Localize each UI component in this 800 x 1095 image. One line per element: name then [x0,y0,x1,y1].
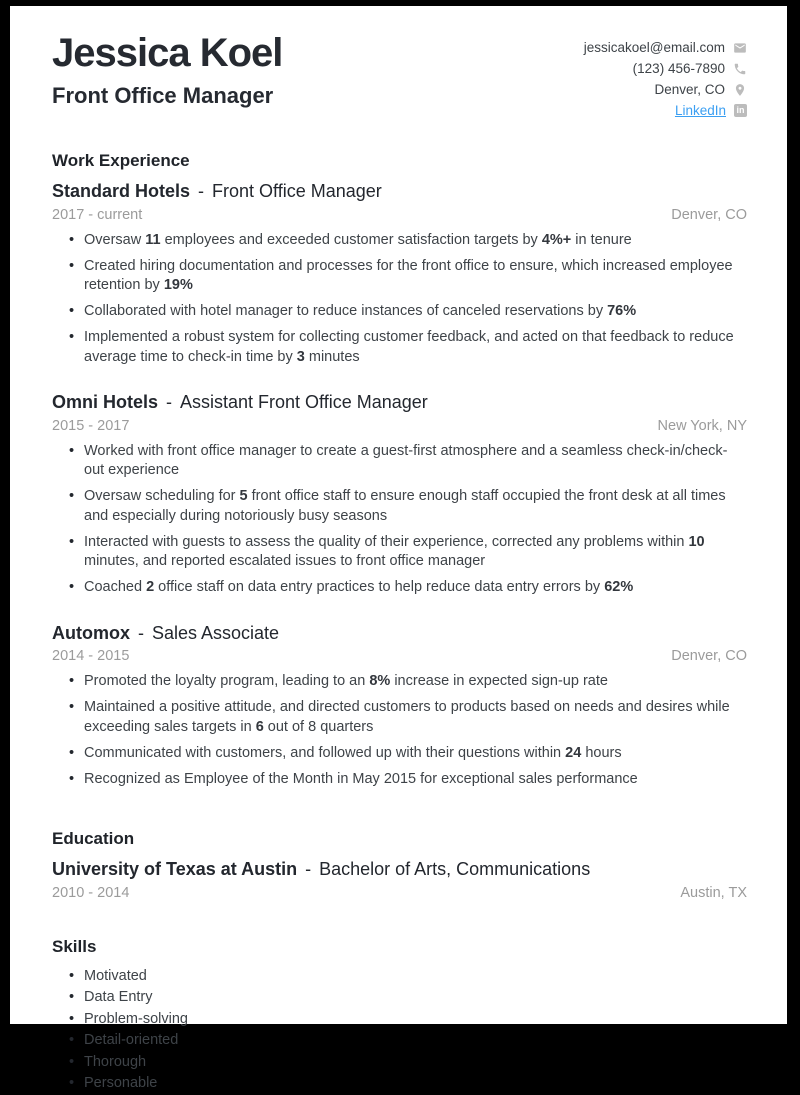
role-name: Front Office Manager [212,181,382,201]
contact-linkedin-row [584,100,747,121]
separator-dash: - [198,181,205,201]
job-location: Denver, CO [671,206,747,223]
phone-icon [733,62,747,76]
work-experience-section [52,151,747,789]
contact-location: Denver, CO [654,82,725,97]
job-location: Denver, CO [671,648,747,664]
separator-dash: - [166,392,173,412]
education-entry [52,858,747,901]
bullet-item: • Oversaw scheduling for 5 front office staff to ensure enough staff occupied the front desk at all times and especially during notoriously busy seasons [84,487,747,526]
education-meta-row [52,885,747,901]
person-name: Jessica Koel [52,31,283,75]
skill-item: • Problem-solving [84,1009,747,1031]
bullet-item: • Oversaw 11 employees and exceeded customer satisfaction targets by 4%+ in tenure [84,231,747,251]
education-title-line [52,858,747,881]
contact-phone: (123) 456-7890 [632,61,725,76]
jobs-container [52,180,747,789]
skill-item: • Data Entry [84,987,747,1009]
location-pin-icon [733,83,747,97]
contact-phone-row [584,58,747,79]
job-title-line [52,180,747,203]
degree-name: Bachelor of Arts, Communications [319,859,591,879]
job-entry [52,180,747,367]
skills-heading: Skills [52,936,97,956]
job-meta-row [52,648,747,664]
resume-content [10,6,787,1095]
bullet-item: • Communicated with customers, and followed up with their questions within 24 hours [84,744,747,764]
bullet-item: • Collaborated with hotel manager to reduce instances of canceled reservations by 76% [84,302,747,322]
person-title: Front Office Manager [52,83,274,108]
education-dates: 2010 - 2014 [52,884,130,901]
job-dates: 2017 - current [52,206,143,223]
bullet-item: • Maintained a positive attitude, and directed customers to products based on needs and desires while exceeding sales targets in 6 out of 8 quarters [84,698,747,737]
job-meta-row [52,418,747,434]
education-location: Austin, TX [680,884,747,901]
job-dates: 2015 - 2017 [52,417,130,434]
separator-dash: - [138,622,144,643]
contact-block [584,32,747,121]
resume-page [10,6,787,1091]
job-location: New York, NY [657,417,747,434]
role-name: Sales Associate [152,622,280,643]
school-name: University of Texas at Austin [52,859,298,879]
job-title-line [52,391,747,414]
separator-dash: - [305,859,312,879]
contact-email-row [584,37,747,58]
bullet-item: • Worked with front office manager to create a guest-first atmosphere and a seamless check-in/check-out experience [84,442,747,481]
bullet-item: • Promoted the loyalty program, leading to an 8% increase in expected sign-up rate [84,672,747,692]
job-bullets [52,231,747,368]
skills-list [52,966,747,1095]
resume-header [52,32,747,121]
bullet-item: • Implemented a robust system for collecting customer feedback, and acted on that feedback to reduce average time to check-in time by 3 minutes [84,328,747,367]
job-bullets [52,442,747,598]
contact-location-row [584,79,747,100]
company-name: Omni Hotels [52,392,159,412]
company-name: Standard Hotels [52,181,191,201]
linkedin-icon: in [734,104,747,117]
bullet-item: • Created hiring documentation and processes for the front office to ensure, which increased employee retention by 19% [84,257,747,296]
contact-email: jessicakoel@email.com [583,40,725,55]
skill-item: • Thorough [84,1052,747,1074]
skill-item: • Personable [84,1073,747,1095]
bullet-item: • Interacted with guests to assess the quality of their experience, corrected any problems within 10 minutes, and reported escalated issues to front office manager [84,533,747,572]
role-name: Assistant Front Office Manager [180,392,428,412]
job-bullets [52,672,747,789]
work-experience-heading: Work Experience [52,151,190,170]
identity-block [52,32,282,108]
job-entry [52,622,747,790]
job-title-line [52,622,747,645]
skill-item: • Motivated [84,966,747,988]
skill-item: • Detail-oriented [84,1030,747,1052]
skills-section [52,937,747,1095]
bullet-item: • Recognized as Employee of the Month in May 2015 for exceptional sales performance [84,770,747,790]
linkedin-link[interactable]: LinkedIn [674,103,726,118]
job-entry [52,391,747,598]
education-section [52,829,747,901]
job-meta-row [52,207,747,223]
bullet-item: • Coached 2 office staff on data entry practices to help reduce data entry errors by 62% [84,578,747,598]
company-name: Automox [52,622,130,643]
job-dates: 2014 - 2015 [52,648,130,664]
education-heading: Education [52,829,135,848]
email-icon [733,41,747,55]
